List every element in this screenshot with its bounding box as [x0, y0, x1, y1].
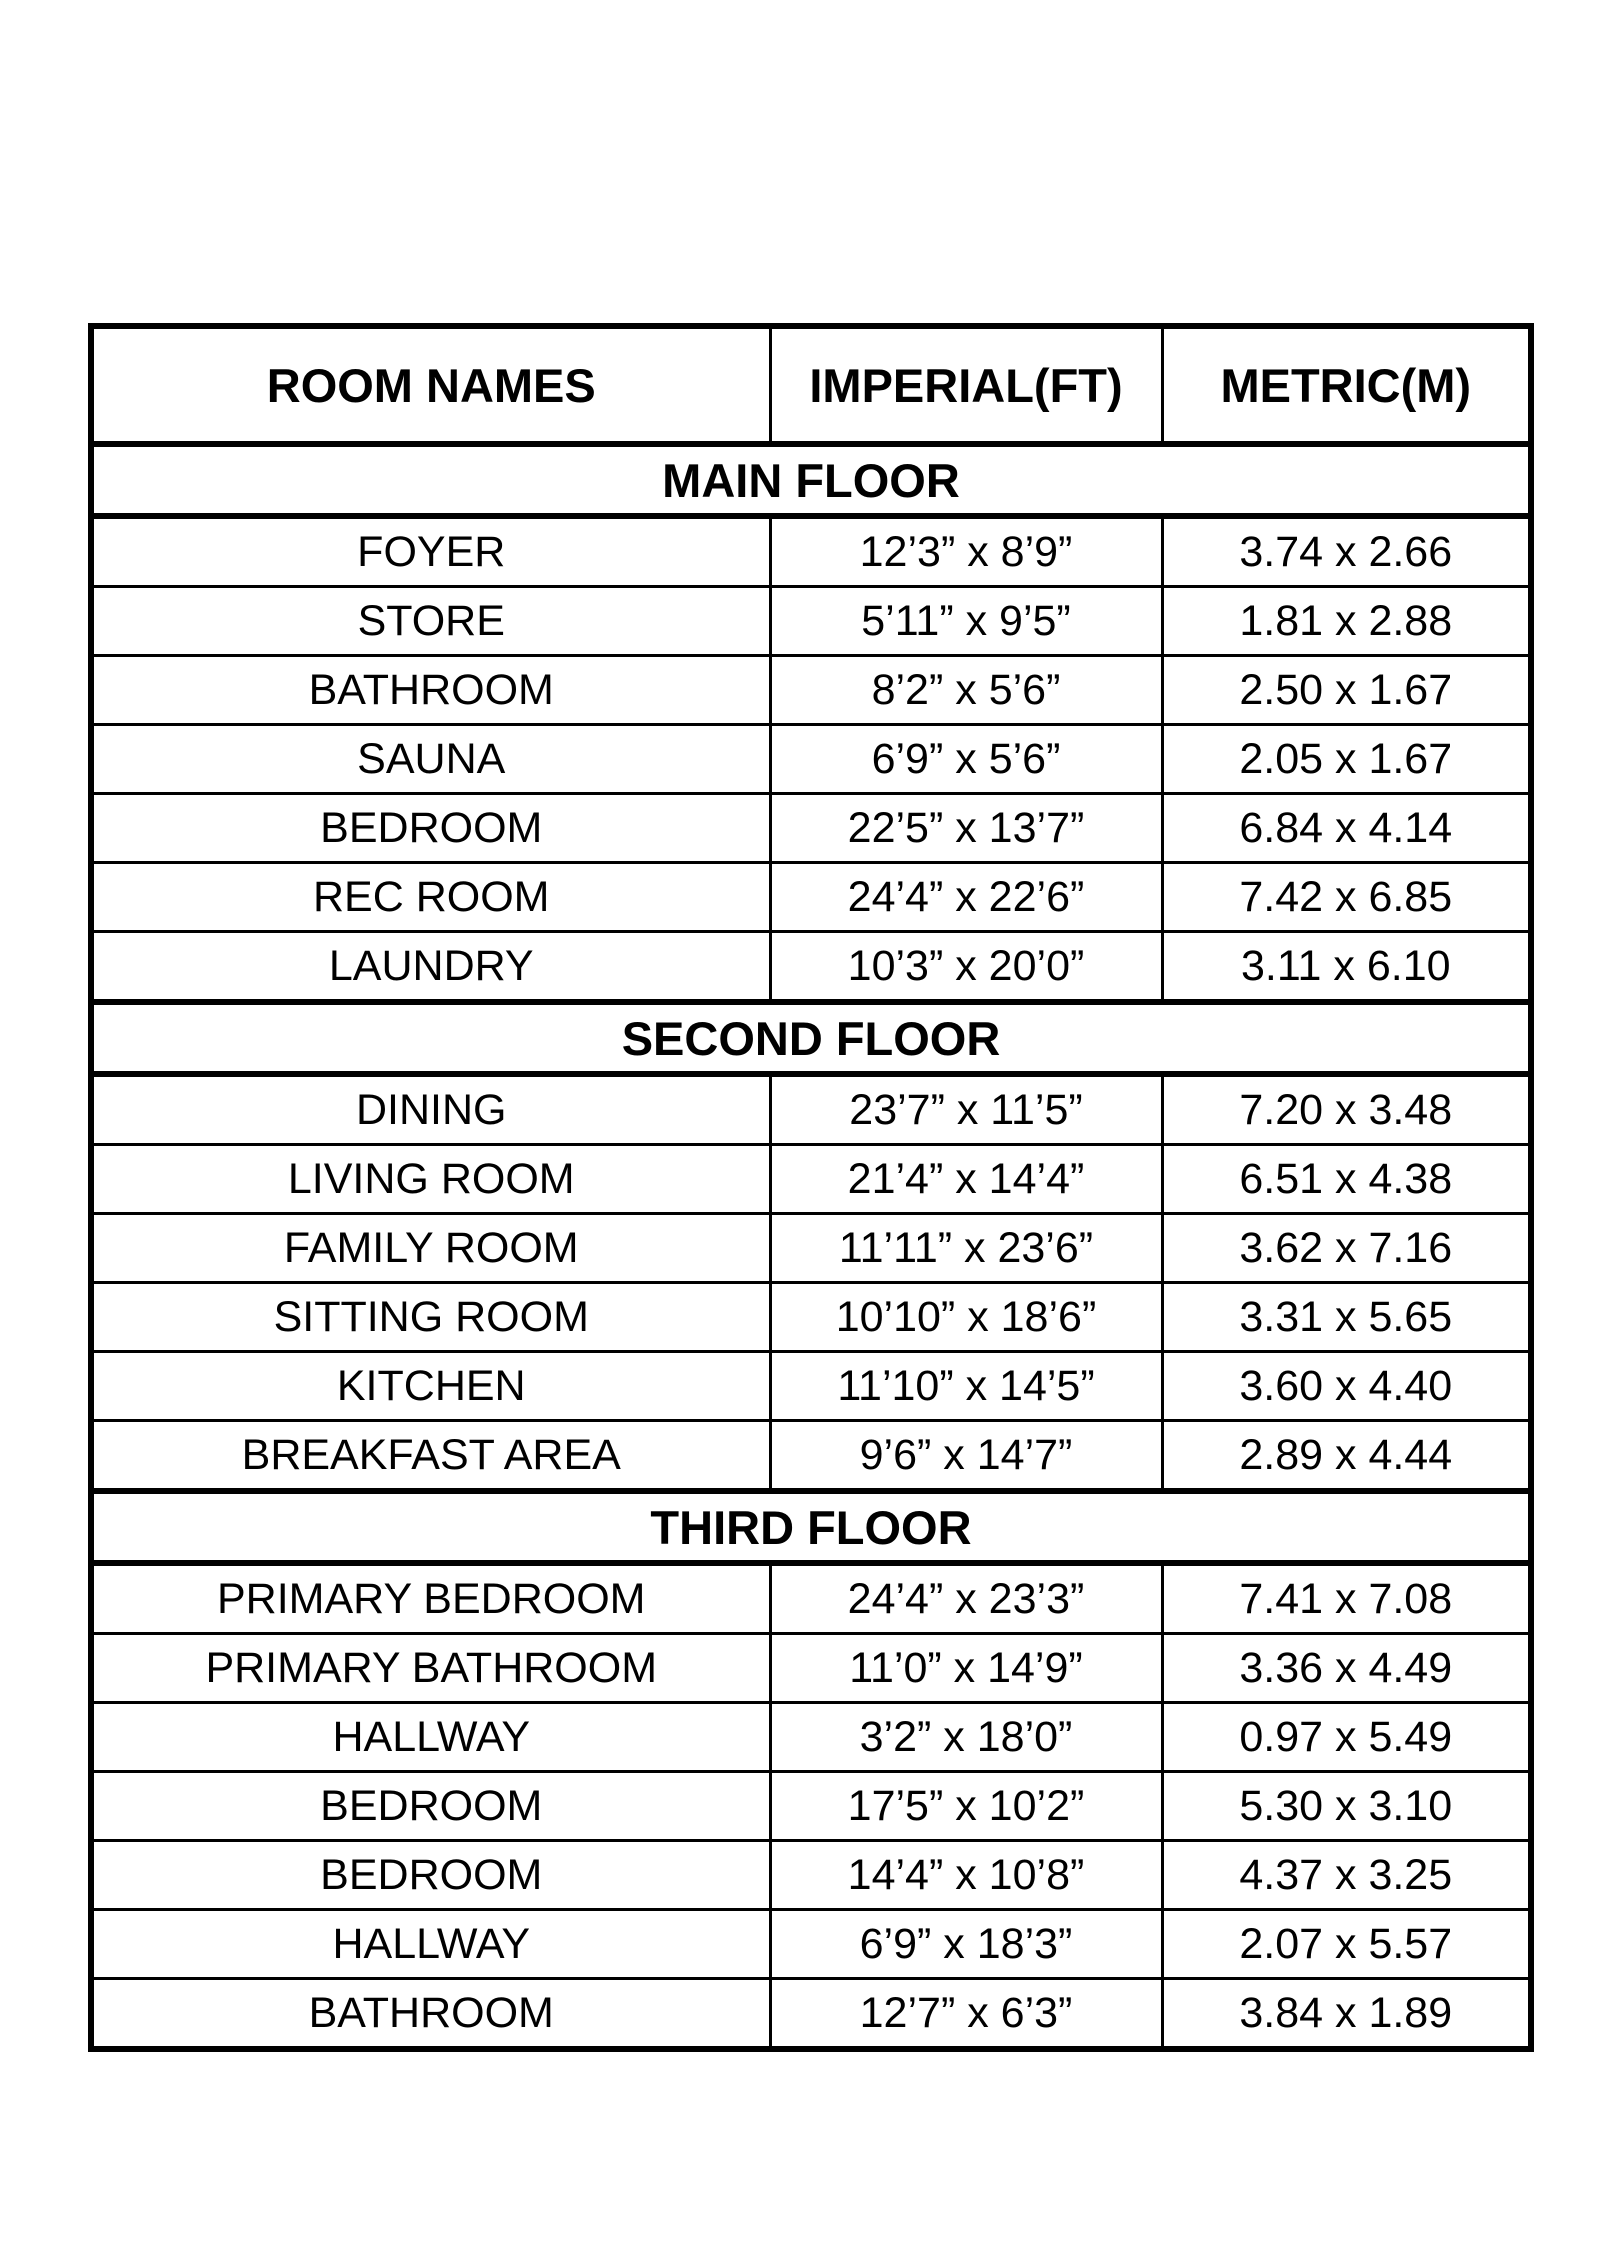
room-name-cell: FOYER [91, 516, 770, 587]
imperial-cell: 24’4” x 23’3” [770, 1563, 1162, 1634]
metric-cell: 2.05 x 1.67 [1162, 725, 1531, 794]
imperial-cell: 3’2” x 18’0” [770, 1703, 1162, 1772]
imperial-cell: 6’9” x 5’6” [770, 725, 1162, 794]
room-name-cell: KITCHEN [91, 1352, 770, 1421]
imperial-cell: 14’4” x 10’8” [770, 1841, 1162, 1910]
metric-cell: 5.30 x 3.10 [1162, 1772, 1531, 1841]
section-title: MAIN FLOOR [91, 444, 1531, 516]
table-row [91, 1772, 1531, 1841]
room-name-cell: HALLWAY [91, 1910, 770, 1979]
table-row [91, 1979, 1531, 2050]
metric-cell: 7.42 x 6.85 [1162, 863, 1531, 932]
room-dimensions-table [88, 323, 1534, 2052]
room-name-cell: FAMILY ROOM [91, 1214, 770, 1283]
metric-cell: 0.97 x 5.49 [1162, 1703, 1531, 1772]
room-name-cell: SAUNA [91, 725, 770, 794]
room-name-cell: BEDROOM [91, 794, 770, 863]
table-row [91, 1352, 1531, 1421]
table-row [91, 1563, 1531, 1634]
column-header-metric: METRIC(M) [1162, 326, 1531, 444]
metric-cell: 3.62 x 7.16 [1162, 1214, 1531, 1283]
imperial-cell: 12’7” x 6’3” [770, 1979, 1162, 2050]
metric-cell: 2.07 x 5.57 [1162, 1910, 1531, 1979]
table-row [91, 1214, 1531, 1283]
table-row [91, 587, 1531, 656]
room-name-cell: PRIMARY BEDROOM [91, 1563, 770, 1634]
table-row [91, 1421, 1531, 1492]
imperial-cell: 22’5” x 13’7” [770, 794, 1162, 863]
room-name-cell: HALLWAY [91, 1703, 770, 1772]
table-row [91, 794, 1531, 863]
imperial-cell: 9’6” x 14’7” [770, 1421, 1162, 1492]
imperial-cell: 6’9” x 18’3” [770, 1910, 1162, 1979]
section-row [91, 444, 1531, 516]
imperial-cell: 21’4” x 14’4” [770, 1145, 1162, 1214]
table-row [91, 1634, 1531, 1703]
room-name-cell: LAUNDRY [91, 932, 770, 1003]
metric-cell: 7.20 x 3.48 [1162, 1074, 1531, 1145]
room-name-cell: DINING [91, 1074, 770, 1145]
metric-cell: 6.51 x 4.38 [1162, 1145, 1531, 1214]
table-row [91, 1074, 1531, 1145]
table-row [91, 656, 1531, 725]
column-header-imperial: IMPERIAL(FT) [770, 326, 1162, 444]
imperial-cell: 8’2” x 5’6” [770, 656, 1162, 725]
imperial-cell: 24’4” x 22’6” [770, 863, 1162, 932]
section-title: SECOND FLOOR [91, 1002, 1531, 1074]
imperial-cell: 10’10” x 18’6” [770, 1283, 1162, 1352]
metric-cell: 6.84 x 4.14 [1162, 794, 1531, 863]
metric-cell: 4.37 x 3.25 [1162, 1841, 1531, 1910]
imperial-cell: 11’11” x 23’6” [770, 1214, 1162, 1283]
room-name-cell: BREAKFAST AREA [91, 1421, 770, 1492]
section-title: THIRD FLOOR [91, 1491, 1531, 1563]
table-row [91, 1910, 1531, 1979]
imperial-cell: 12’3” x 8’9” [770, 516, 1162, 587]
room-name-cell: SITTING ROOM [91, 1283, 770, 1352]
metric-cell: 3.31 x 5.65 [1162, 1283, 1531, 1352]
imperial-cell: 23’7” x 11’5” [770, 1074, 1162, 1145]
metric-cell: 1.81 x 2.88 [1162, 587, 1531, 656]
metric-cell: 3.74 x 2.66 [1162, 516, 1531, 587]
metric-cell: 7.41 x 7.08 [1162, 1563, 1531, 1634]
room-name-cell: LIVING ROOM [91, 1145, 770, 1214]
imperial-cell: 10’3” x 20’0” [770, 932, 1162, 1003]
imperial-cell: 17’5” x 10’2” [770, 1772, 1162, 1841]
table-row [91, 1283, 1531, 1352]
metric-cell: 2.89 x 4.44 [1162, 1421, 1531, 1492]
table-body [91, 444, 1531, 2049]
table-row [91, 725, 1531, 794]
table-row [91, 1145, 1531, 1214]
room-name-cell: BATHROOM [91, 656, 770, 725]
table-row [91, 863, 1531, 932]
table-header [91, 326, 1531, 444]
section-row [91, 1002, 1531, 1074]
imperial-cell: 11’10” x 14’5” [770, 1352, 1162, 1421]
metric-cell: 2.50 x 1.67 [1162, 656, 1531, 725]
imperial-cell: 5’11” x 9’5” [770, 587, 1162, 656]
room-name-cell: BATHROOM [91, 1979, 770, 2050]
room-name-cell: BEDROOM [91, 1841, 770, 1910]
table-row [91, 932, 1531, 1003]
metric-cell: 3.11 x 6.10 [1162, 932, 1531, 1003]
metric-cell: 3.84 x 1.89 [1162, 1979, 1531, 2050]
room-name-cell: STORE [91, 587, 770, 656]
room-name-cell: BEDROOM [91, 1772, 770, 1841]
table-row [91, 1703, 1531, 1772]
metric-cell: 3.60 x 4.40 [1162, 1352, 1531, 1421]
column-header-room-names: ROOM NAMES [91, 326, 770, 444]
section-row [91, 1491, 1531, 1563]
imperial-cell: 11’0” x 14’9” [770, 1634, 1162, 1703]
table-row [91, 516, 1531, 587]
room-name-cell: REC ROOM [91, 863, 770, 932]
table-row [91, 1841, 1531, 1910]
header-row [91, 326, 1531, 444]
metric-cell: 3.36 x 4.49 [1162, 1634, 1531, 1703]
room-name-cell: PRIMARY BATHROOM [91, 1634, 770, 1703]
